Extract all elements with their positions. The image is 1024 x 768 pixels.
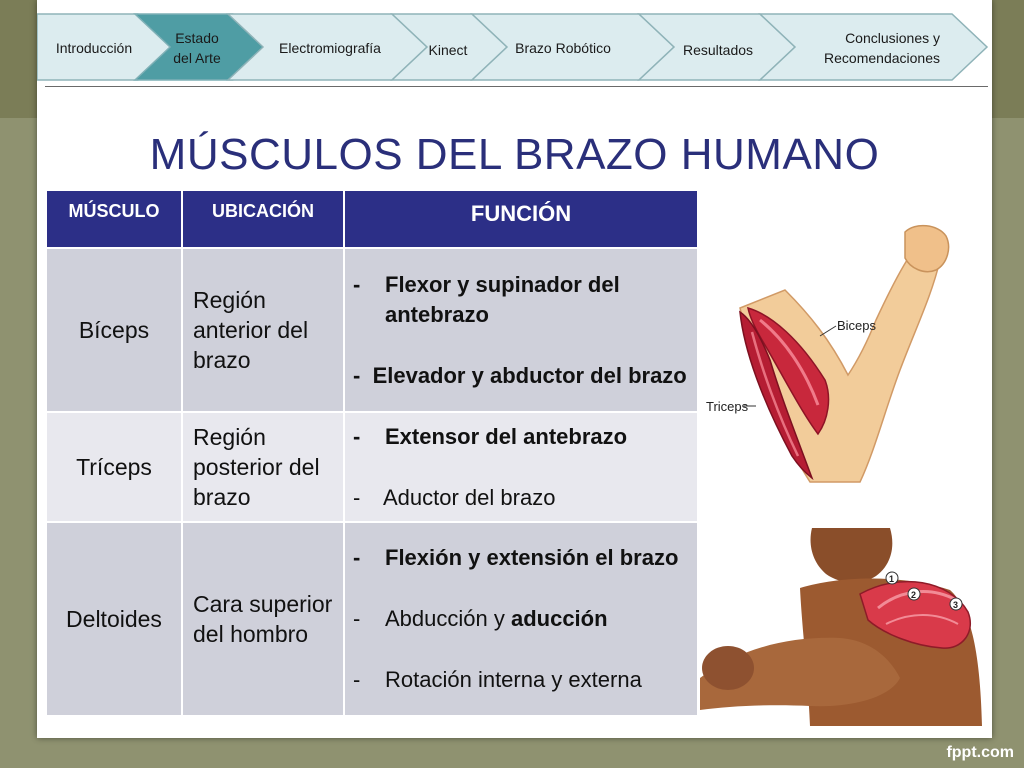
cell-function <box>344 248 698 412</box>
header-divider <box>45 86 988 87</box>
deltoid-photo <box>700 528 988 726</box>
header-location: UBICACIÓN <box>182 190 344 248</box>
function-item: - Flexión y extensión el brazo <box>353 545 679 570</box>
function-item: - Aductor del brazo <box>353 484 556 510</box>
nav-item-kinect[interactable]: Kinect <box>428 42 468 58</box>
svg-text:1: 1 <box>889 574 895 584</box>
muscles-table <box>45 189 699 717</box>
cell-muscle: Bíceps <box>46 248 182 412</box>
function-item: - Extensor del antebrazo <box>353 423 628 449</box>
header-function: FUNCIÓN <box>344 190 698 248</box>
function-item: - Rotación interna y externa <box>353 667 642 692</box>
biceps-label: Biceps <box>837 318 877 333</box>
table-row-triceps <box>46 412 698 522</box>
triceps-label: Triceps <box>706 399 749 414</box>
function-item: - Elevador y abductor del brazo <box>353 362 687 388</box>
nav-item-estado-del-arte[interactable]: Estado del Arte <box>173 30 221 66</box>
watermark-fppt: fppt.com <box>946 744 1014 761</box>
cell-location: Región anterior del brazo <box>182 248 344 412</box>
nav-item-brazo-robotico[interactable]: Brazo Robótico <box>515 40 611 56</box>
fist <box>905 226 949 272</box>
cell-function <box>344 522 698 716</box>
table-header-row <box>46 190 698 248</box>
function-item: - Abducción y aducción <box>353 606 608 631</box>
nav-item-conclusiones[interactable]: Conclusiones y Recomendaciones <box>824 30 940 66</box>
nav-item-electromiografia[interactable]: Electromiografía <box>279 40 381 56</box>
header-muscle: MÚSCULO <box>46 190 182 248</box>
svg-text:3: 3 <box>953 600 959 610</box>
svg-text:2: 2 <box>911 590 917 600</box>
nav-item-resultados[interactable]: Resultados <box>682 42 754 58</box>
cell-function <box>344 412 698 522</box>
cell-muscle: Deltoides <box>46 522 182 716</box>
table-row-biceps <box>46 248 698 412</box>
nav-item-introduccion[interactable]: Introducción <box>55 40 133 56</box>
cell-location: Región posterior del brazo <box>182 412 344 522</box>
cell-location: Cara superior del hombro <box>182 522 344 716</box>
function-item: - Flexor y supinador del antebrazo <box>353 271 620 327</box>
arm-illustration <box>700 220 958 492</box>
cell-muscle: Tríceps <box>46 412 182 522</box>
page-title: MÚSCULOS DEL BRAZO HUMANO <box>149 130 880 179</box>
table-row-deltoides <box>46 522 698 716</box>
